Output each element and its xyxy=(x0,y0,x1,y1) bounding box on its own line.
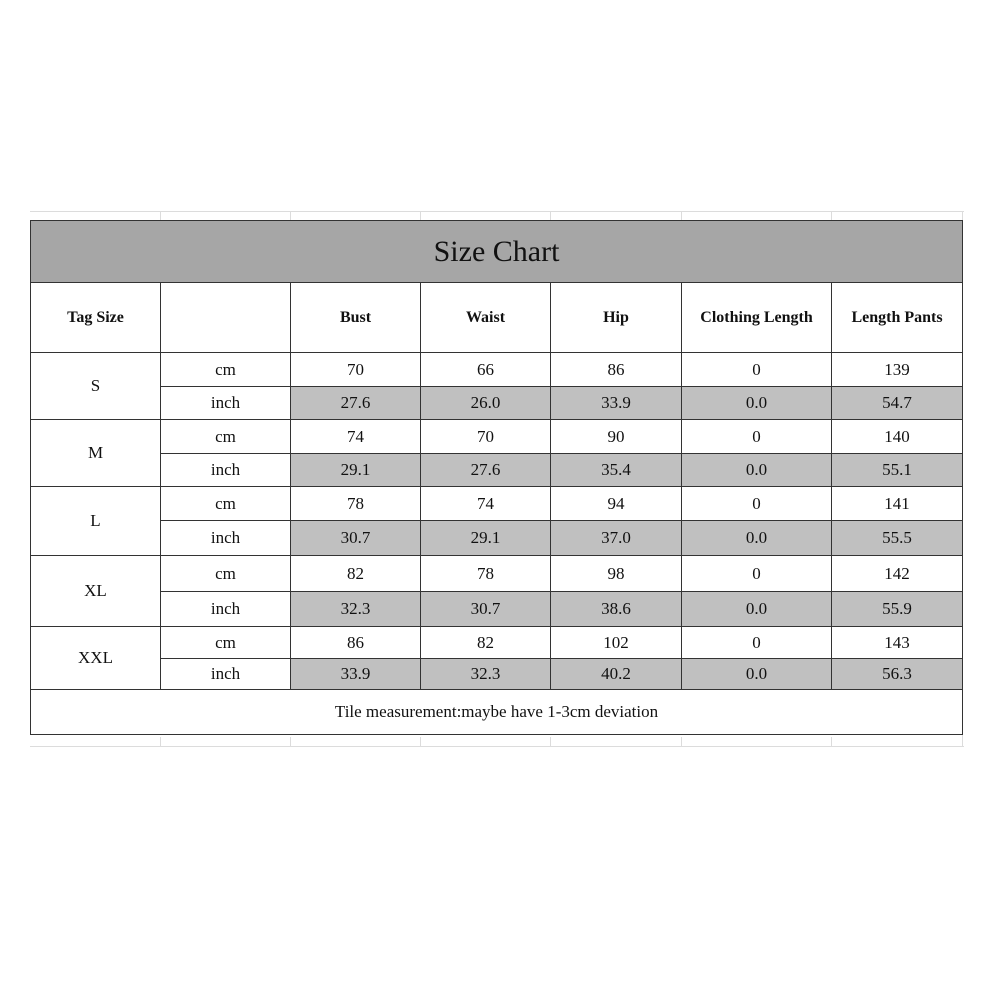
size-chart-table xyxy=(30,220,963,735)
gridline-stub xyxy=(420,737,421,747)
header-waist: Waist xyxy=(421,283,551,353)
unit-cell: inch xyxy=(161,387,291,420)
value-cell: 78 xyxy=(421,556,551,592)
size-chart-sheet xyxy=(30,220,962,735)
value-cell: 33.9 xyxy=(551,387,682,420)
value-cell: 86 xyxy=(551,353,682,387)
table-row xyxy=(31,387,963,420)
unit-cell: cm xyxy=(161,627,291,659)
gridline-stub xyxy=(681,211,682,220)
value-cell: 70 xyxy=(291,353,421,387)
table-row xyxy=(31,420,963,454)
value-cell: 32.3 xyxy=(421,659,551,690)
unit-cell: inch xyxy=(161,592,291,627)
value-cell: 141 xyxy=(832,487,963,521)
value-cell: 82 xyxy=(291,556,421,592)
unit-cell: cm xyxy=(161,487,291,521)
value-cell: 0.0 xyxy=(682,387,832,420)
gridline-bottom xyxy=(30,746,964,747)
header-row xyxy=(31,283,963,353)
note-row xyxy=(31,690,963,735)
unit-cell: inch xyxy=(161,521,291,556)
table-row xyxy=(31,659,963,690)
unit-cell: cm xyxy=(161,556,291,592)
gridline-stub xyxy=(550,211,551,220)
size-cell: XXL xyxy=(31,627,161,690)
value-cell: 38.6 xyxy=(551,592,682,627)
value-cell: 55.9 xyxy=(832,592,963,627)
value-cell: 32.3 xyxy=(291,592,421,627)
value-cell: 0 xyxy=(682,420,832,454)
title-row xyxy=(31,221,963,283)
value-cell: 86 xyxy=(291,627,421,659)
table-row xyxy=(31,556,963,592)
value-cell: 139 xyxy=(832,353,963,387)
header-tag-size: Tag Size xyxy=(31,283,161,353)
value-cell: 90 xyxy=(551,420,682,454)
value-cell: 40.2 xyxy=(551,659,682,690)
value-cell: 35.4 xyxy=(551,454,682,487)
header-bust: Bust xyxy=(291,283,421,353)
gridline-stub xyxy=(420,211,421,220)
table-row xyxy=(31,592,963,627)
value-cell: 0 xyxy=(682,353,832,387)
value-cell: 0.0 xyxy=(682,454,832,487)
size-cell: L xyxy=(31,487,161,556)
unit-cell: inch xyxy=(161,659,291,690)
size-cell: XL xyxy=(31,556,161,627)
value-cell: 82 xyxy=(421,627,551,659)
table-row xyxy=(31,627,963,659)
value-cell: 30.7 xyxy=(421,592,551,627)
value-cell: 78 xyxy=(291,487,421,521)
unit-cell: cm xyxy=(161,420,291,454)
gridline-stub xyxy=(831,211,832,220)
table-row xyxy=(31,487,963,521)
value-cell: 70 xyxy=(421,420,551,454)
value-cell: 0.0 xyxy=(682,592,832,627)
unit-cell: cm xyxy=(161,353,291,387)
value-cell: 33.9 xyxy=(291,659,421,690)
value-cell: 66 xyxy=(421,353,551,387)
value-cell: 0 xyxy=(682,556,832,592)
value-cell: 55.1 xyxy=(832,454,963,487)
size-cell: S xyxy=(31,353,161,420)
header-unit xyxy=(161,283,291,353)
value-cell: 94 xyxy=(551,487,682,521)
table-row xyxy=(31,353,963,387)
gridline-stub xyxy=(831,737,832,747)
value-cell: 0.0 xyxy=(682,659,832,690)
gridline-stub xyxy=(160,211,161,220)
value-cell: 98 xyxy=(551,556,682,592)
value-cell: 0.0 xyxy=(682,521,832,556)
value-cell: 54.7 xyxy=(832,387,963,420)
gridline-stub xyxy=(681,737,682,747)
gridline-stub xyxy=(550,737,551,747)
value-cell: 29.1 xyxy=(291,454,421,487)
chart-title: Size Chart xyxy=(31,221,963,283)
size-cell: M xyxy=(31,420,161,487)
table-row xyxy=(31,521,963,556)
header-clothing-length: Clothing Length xyxy=(682,283,832,353)
value-cell: 30.7 xyxy=(291,521,421,556)
table-row xyxy=(31,454,963,487)
value-cell: 102 xyxy=(551,627,682,659)
header-hip: Hip xyxy=(551,283,682,353)
gridline-stub xyxy=(290,211,291,220)
value-cell: 27.6 xyxy=(291,387,421,420)
unit-cell: inch xyxy=(161,454,291,487)
value-cell: 29.1 xyxy=(421,521,551,556)
value-cell: 27.6 xyxy=(421,454,551,487)
value-cell: 56.3 xyxy=(832,659,963,690)
value-cell: 142 xyxy=(832,556,963,592)
value-cell: 55.5 xyxy=(832,521,963,556)
value-cell: 74 xyxy=(291,420,421,454)
header-length-pants: Length Pants xyxy=(832,283,963,353)
value-cell: 143 xyxy=(832,627,963,659)
gridline-stub xyxy=(160,737,161,747)
value-cell: 26.0 xyxy=(421,387,551,420)
gridline-top xyxy=(30,211,964,212)
gridline-stub xyxy=(290,737,291,747)
value-cell: 140 xyxy=(832,420,963,454)
value-cell: 0 xyxy=(682,627,832,659)
measurement-note: Tile measurement:maybe have 1-3cm deviation xyxy=(31,690,963,735)
value-cell: 37.0 xyxy=(551,521,682,556)
value-cell: 74 xyxy=(421,487,551,521)
value-cell: 0 xyxy=(682,487,832,521)
